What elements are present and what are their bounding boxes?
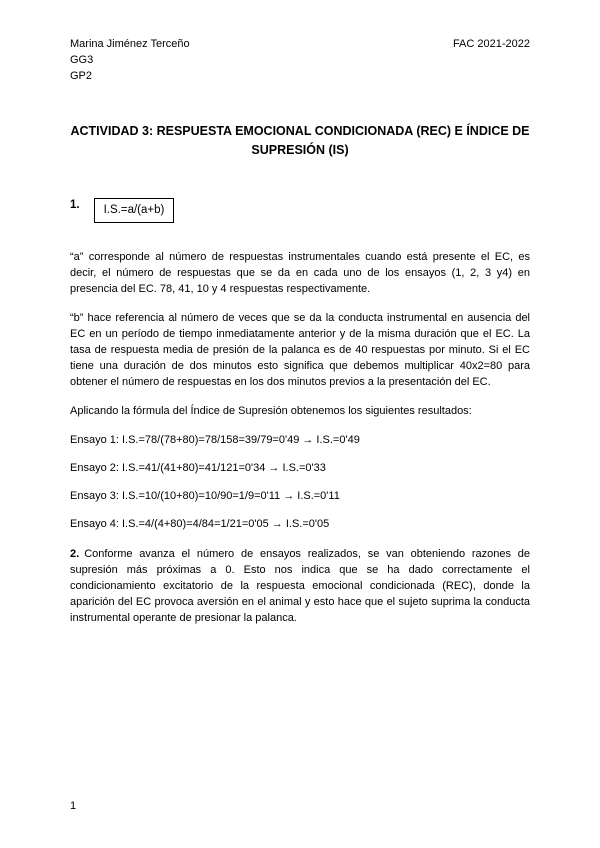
group-gp: GP2 — [70, 70, 93, 82]
result-ensayo-3: Ensayo 3: I.S.=10/(10+80)=10/90=1/9=0'11 → I.S.=0'11 — [70, 490, 340, 502]
course-label: FAC 2021-2022 — [452, 38, 530, 50]
section1-formula-row — [70, 198, 530, 223]
section2-text: Conforme avanza el número de ensayos realizados, se van obteniendo razones de supresión más próximas a 0. Esto nos indica que se ha dado correctamente el condicionamiento excitatorio de la respuesta emocional condicionada (REC), donde la aparición del EC provoca aversión en el animal y esto hace que el sujeto suprima la conducta instrumental operante de presionar la palanca. — [70, 548, 530, 624]
header-course-block — [453, 36, 530, 52]
section2-paragraph — [70, 546, 530, 626]
document-title: ACTIVIDAD 3: RESPUESTA EMOCIONAL CONDICIONADA (REC) E ÍNDICE DE SUPRESIÓN (IS) — [70, 124, 530, 157]
paragraph-a-definition: “a” corresponde al número de respuestas instrumentales cuando está presente el EC, es decir, el número de respuestas que se da en cada uno de los ensayos (1, 2, 3 y4) en presencia del EC. 78, 41, 10 y 4 respuestas respectivamente. — [70, 251, 530, 295]
result-ensayo-1: Ensayo 1: I.S.=78/(78+80)=78/158=39/79=0'49 → I.S.=0'49 — [70, 434, 360, 446]
header-author-block — [70, 36, 190, 84]
section2-number: 2. — [70, 548, 80, 560]
group-gg: GG3 — [70, 54, 94, 66]
paragraph-b-definition: “b” hace referencia al número de veces que se da la conducta instrumental en ausencia del EC en un período de tiempo inmediatamente anterior y de la misma duración que el EC. La tasa de respuesta media de presión de la palanca es de 40 respuestas por minuto. Si el EC tiene una duración de dos minutos esto significa que debemos multiplicar 40x2=80 para obtener el número de respuestas en los dos minutos previos a la presentación del EC. — [70, 312, 530, 388]
result-ensayo-2: Ensayo 2: I.S.=41/(41+80)=41/121=0'34 → I.S.=0'33 — [70, 462, 326, 474]
page-number: 1 — [70, 800, 77, 812]
page-header — [70, 36, 530, 84]
result-ensayo-4: Ensayo 4: I.S.=4/(4+80)=4/84=1/21=0'05 → I.S.=0'05 — [70, 518, 330, 530]
suppression-index-formula: I.S.=a/(a+b) — [94, 198, 175, 223]
section1-number: 1. — [70, 199, 80, 211]
author-name: Marina Jiménez Terceño — [70, 38, 190, 50]
paragraph-apply-formula: Aplicando la fórmula del Índice de Supresión obtenemos los siguientes resultados: — [70, 405, 472, 417]
